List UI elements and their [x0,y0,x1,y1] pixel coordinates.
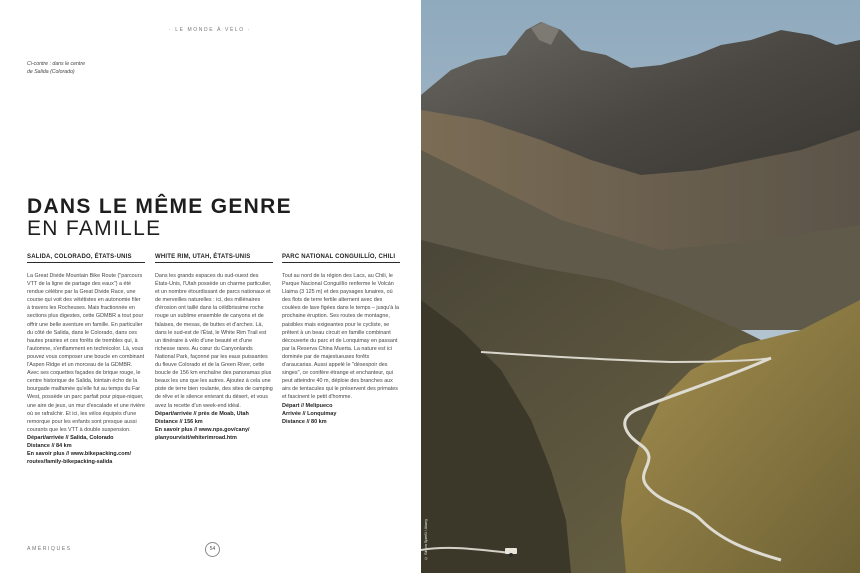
caption-line: de Salida (Colorado) [27,69,75,75]
photo-credit: © Simon Spießl / Alamy [424,518,428,560]
article-title [27,196,292,240]
mountain-road-photo [421,0,860,573]
title-light: EN FAMILLE [27,217,162,240]
footer-section-name: AMÉRIQUES [27,546,72,552]
fact-end: Arrivée // Lonquimay [282,410,337,417]
column-conguillio [282,254,400,426]
column-facts [282,402,400,426]
fact-start-end: Départ/arrivée // Salida, Colorado [27,434,114,441]
landscape-illustration [421,0,860,573]
fact-more-info-url: planyourvisit/whiterimroad.htm [155,434,237,441]
left-page [0,0,420,573]
column-body: Dans les grands espaces du sud-ouest des États-Unis, l'Utah possède un charme particulier, et un nombre étourdissant de parcs nationaux et de merveilles naturelles : ici, des millénaires d'érosion ont taillé dans la céldbrissime roche rouge un sublime ensemble de canyons et de falaises, de mesas, de buttes et d'arches. Là, dans le sud-est de l'État, le White Rim Trail est un itinéraire à vélo d'une beauté et d'une richesse rares. Au cœur du Canyonlands National Park, façonné par les eaux puissantes du fleuve Colorado et de la Green River, cette boucle de 156 km enchaîne des panoramas plus beaux les uns que les autres. Ajoutez à cela une piste de terre bien roulante, des sites de camping de rêve et le silence enivrant du désert, et vous avez la recette d'un week-end idéal. [155,273,273,409]
vehicle-wheel [509,553,513,557]
column-body: La Great Divide Mountain Bike Route ("parcours VTT de la ligne de partage des eaux") a été rendue célèbre par la Great Divide Race, une course qui voit des vététistes en autonomie filer à travers les Rocheuses. Mais fractionnée en sections plus digestes, cette GDMBR a tout pour offrir une belle aventure en famille. En particulier du côté de Salida, dans le Colorado, dans ces hautes prairies et ces forêts de trembles qui, à l'automne, s'enflamment en technicolor. Là, vous pouvez vous composer une boucle en combinant l'Aspen Ridge et un morceau de la GDMBR. Avec ses coquettes façades de brique rouge, le centre historique de Salida, lointain écho de la bourgade malfamée qu'elle fut au temps du Far West, possède un parc parfait pour pique-niquer, une aire de jeux, un mur d'escalade et une rivière où se rafraîchir. Et ici, les vélos équipés d'une remorque pour les enfants sont presque aussi courants que les VTT à double suspension. [27,273,145,433]
running-head: · LE MONDE À VÉLO · [168,27,252,33]
fact-more-info: En savoir plus // www.nps.gov/cany/ [155,426,250,433]
title-bold: DANS LE MÊME GENRE [27,195,292,218]
fact-start: Départ // Melipueco [282,402,333,409]
photo-caption [27,60,107,76]
column-heading: SALIDA, COLORADO, ÉTATS-UNIS [27,254,145,263]
column-heading: WHITE RIM, UTAH, ÉTATS-UNIS [155,254,273,263]
fact-more-info-url: routes/family-bikepacking-salida [27,459,113,466]
fact-more-info: En savoir plus // www.bikepacking.com/ [27,451,132,458]
column-salida [27,254,145,466]
column-facts [155,410,273,442]
fact-distance: Distance // 80 km [282,418,327,425]
fact-start-end: Départ/arrivée // près de Moab, Utah [155,410,249,417]
fact-distance: Distance // 156 km [155,418,203,425]
page-number: 54 [205,542,220,557]
fact-distance: Distance // 84 km [27,442,72,449]
column-body: Tout au nord de la région des Lacs, au Chili, le Parque Nacional Conguillío renferme le Volcán Llaima (3 125 m) et des paysages lunaires, où des flots de terre fertile alternent avec des coulées de lave figées dans le temps – jusqu'à la prochaine éruption. Ses routes de montagne, paisibles mais exigeantes pour le cycliste, se prêtent à un beau circuit en famille combinant découverte du parc et de Lonquimay en passant par la Reserva China Muerta. La nature est ici dominée par de majestueuses forêts d'araucarias. Aussi appelé le "désespoir des singes", ce conifère étrange et enchanteur, qui peut atteindre 40 m, déploie des branches aux airs de tentacules qui le préservent des primates et fascinent le petit d'homme. [282,273,400,401]
caption-line: Ci-contre : dans le centre [27,61,85,67]
column-heading: PARC NATIONAL CONGUILLÍO, CHILI [282,254,400,263]
column-facts [27,434,145,466]
column-white-rim [155,254,273,442]
